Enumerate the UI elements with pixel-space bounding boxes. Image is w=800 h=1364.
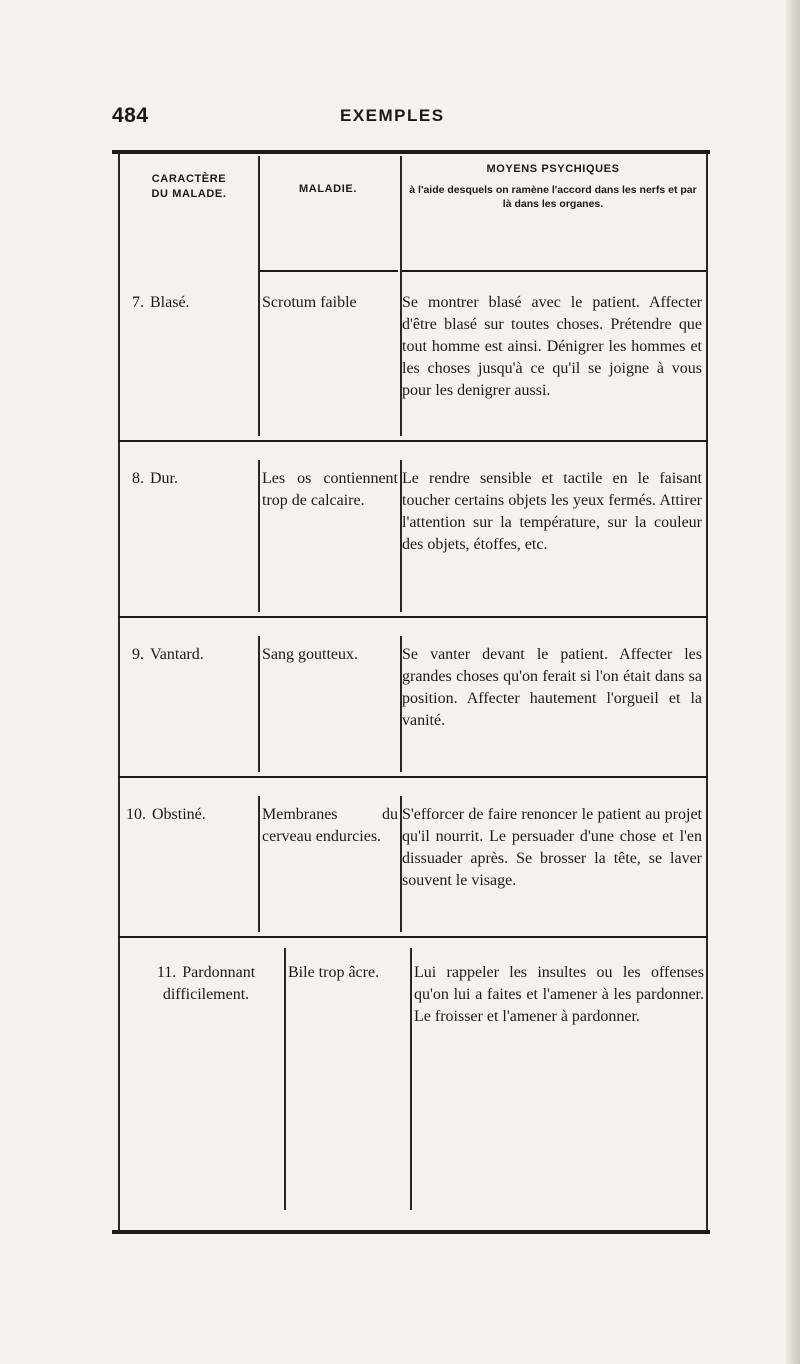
column-rule-1-b: [258, 460, 260, 612]
running-title: EXEMPLES: [340, 106, 445, 125]
examples-table: [112, 150, 710, 1235]
header-means-title: MOYENS PSYCHIQUES: [486, 163, 620, 175]
column-rule-2-e: [410, 948, 412, 1210]
row-means: Se montrer blasé avec le patient. Affecter d'être blasé sur toutes choses. Prétendre que tout homme est ainsi. Dénigrer les hommes et les choses jusqu'à ce qu'il se joigne à vous pour les denigrer aussi.: [402, 294, 702, 399]
table-left-rule: [118, 154, 120, 1230]
page-number: 484: [112, 104, 149, 127]
column-rule-1-a: [258, 156, 260, 436]
row-separator-3: [118, 776, 708, 778]
header-disease: [260, 182, 396, 222]
page-edge: [786, 0, 800, 1364]
header-disease-label: MALADIE.: [299, 183, 357, 195]
row-disease: Membranes du cerveau endurcies.: [262, 806, 398, 845]
header-character: [120, 172, 258, 252]
row-disease: Sang goutteux.: [262, 646, 358, 663]
row-means: Se vanter devant le patient. Affecter les grandes choses qu'on ferait si l'on était dans sa position. Affecter hautement l'orgueil et la vanité.: [402, 646, 702, 729]
table-right-rule: [706, 154, 708, 1230]
header-underline-disease: [260, 270, 398, 272]
row-character: Blasé.: [150, 294, 190, 311]
table-row: [126, 962, 286, 1006]
row-number: 7.: [132, 294, 144, 311]
table-bottom-rule: [112, 1230, 710, 1234]
row-disease: Bile trop âcre.: [288, 964, 380, 981]
header-means-subtitle: à l'aide desquels on ramène l'accord dans les nerfs et par là dans les organes.: [409, 184, 697, 210]
row-separator-4: [118, 936, 708, 938]
row-number: 8.: [132, 470, 144, 487]
table-row: [132, 292, 256, 314]
table-row: [132, 468, 256, 490]
header-means: [404, 162, 702, 262]
row-disease: Les os contiennent trop de calcaire.: [262, 470, 398, 509]
header-character-line2: DU MALADE.: [151, 188, 227, 200]
row-means: Lui rappeler les insultes ou les offenses qu'on lui a faites et l'amener à les pardonner. Le froisser et l'amener à pardonner.: [414, 964, 704, 1025]
row-number: 10.: [126, 806, 146, 823]
column-rule-1-c: [258, 636, 260, 772]
row-means: Le rendre sensible et tactile en le faisant toucher certains objets les yeux fermés. Attirer l'attention sur la température, sur la couleur des objets, étoffes, etc.: [402, 470, 702, 553]
column-rule-1-d: [258, 796, 260, 932]
row-character: Pardonnant difficilement.: [162, 964, 256, 1003]
table-top-rule: [112, 150, 710, 154]
running-head: [112, 104, 708, 144]
row-number: 9.: [132, 646, 144, 663]
header-character-line1: CARACTÈRE: [151, 173, 227, 185]
row-separator-2: [118, 616, 708, 618]
table-row: [126, 804, 256, 826]
row-means: S'efforcer de faire renoncer le patient au projet qu'il nourrit. Le persuader d'une chose et l'en dissuader après. Se brosser la tête, se laver souvent le visage.: [402, 806, 702, 889]
row-separator-1: [118, 440, 708, 442]
row-character: Obstiné.: [152, 806, 206, 823]
table-row: [132, 644, 256, 666]
row-disease: Scrotum faible: [262, 294, 357, 311]
row-character: Vantard.: [150, 646, 204, 663]
header-underline-means: [400, 270, 706, 272]
row-number: 11.: [156, 964, 177, 981]
row-character: Dur.: [150, 470, 178, 487]
